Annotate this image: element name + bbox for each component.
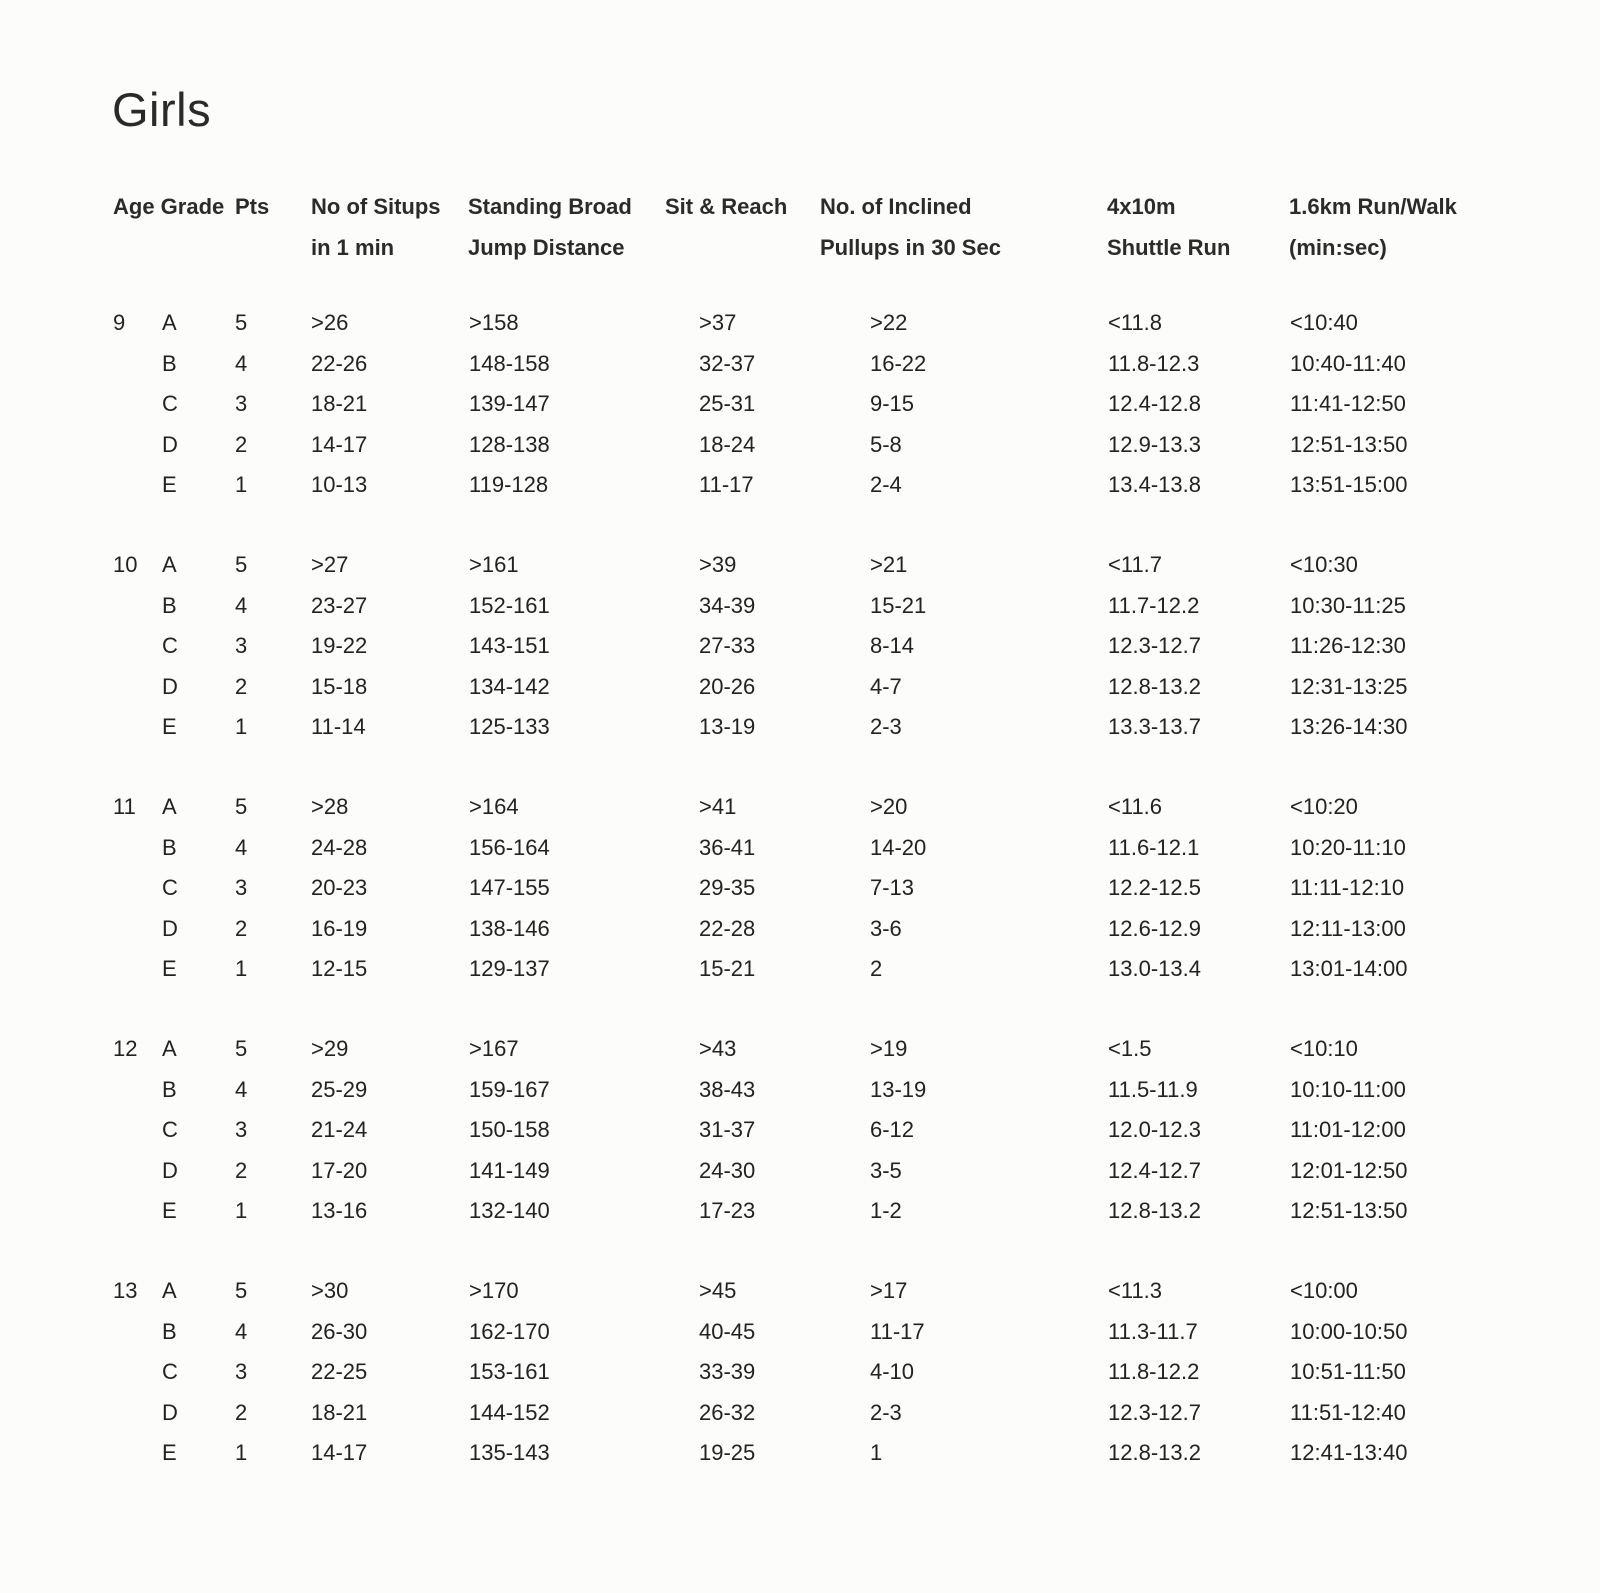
pullups-cell: 2 <box>870 956 883 981</box>
shuttle-run-cell: <11.7 <box>1108 552 1163 577</box>
situps-cell: 20-23 <box>311 875 368 900</box>
situps-cell: 24-28 <box>311 834 368 860</box>
broad-jump-cell: 147-155 <box>469 875 550 900</box>
run-walk-cell: 11:26-12:30 <box>1290 633 1406 658</box>
shuttle-run-cell: 12.2-12.5 <box>1108 875 1201 900</box>
broad-jump-cell: 119-128 <box>469 472 549 497</box>
pts-cell: 3 <box>235 1359 248 1384</box>
pts-cell: 2 <box>235 431 248 457</box>
shuttle-run-cell: 13.3-13.7 <box>1108 714 1201 739</box>
pts-cell: 4 <box>235 834 248 860</box>
pts-cell: 4 <box>235 592 248 618</box>
header-shuttle-run: 4x10m Shuttle Run <box>1107 194 1231 260</box>
header-age-grade: Age Grade <box>113 194 225 219</box>
pts-cell: 2 <box>235 915 248 941</box>
sit-reach-cell: 27-33 <box>699 633 756 658</box>
sit-reach-cell: 20-26 <box>699 673 756 699</box>
sit-reach-cell: 13-19 <box>699 714 756 739</box>
grade-cell: C <box>162 391 178 416</box>
shuttle-run-cell: 11.8-12.2 <box>1108 1359 1200 1384</box>
pts-cell: 1 <box>235 1440 248 1465</box>
run-walk-cell: <10:30 <box>1290 552 1358 577</box>
broad-jump-cell: 148-158 <box>469 350 550 376</box>
grade-cell: B <box>162 350 177 376</box>
shuttle-run-cell: 12.3-12.7 <box>1108 633 1201 658</box>
age-cell: 9 <box>113 310 126 335</box>
situps-cell: 21-24 <box>311 1117 368 1142</box>
run-walk-cell: <10:10 <box>1290 1036 1358 1061</box>
situps-cell: >29 <box>311 1036 349 1061</box>
pts-cell: 5 <box>235 794 248 819</box>
grade-cell: A <box>162 310 177 335</box>
pullups-cell: >19 <box>870 1036 908 1061</box>
situps-cell: 22-26 <box>311 350 368 376</box>
situps-cell: >30 <box>311 1278 349 1303</box>
pts-cell: 5 <box>235 1036 248 1061</box>
run-walk-cell: <10:00 <box>1290 1278 1358 1303</box>
grade-cell: A <box>162 1036 177 1061</box>
run-walk-cell: 12:31-13:25 <box>1290 673 1408 699</box>
situps-cell: >27 <box>311 552 349 577</box>
situps-cell: 17-20 <box>311 1157 368 1183</box>
header-pts: Pts <box>235 194 270 219</box>
situps-cell: 23-27 <box>311 592 368 618</box>
run-walk-cell: 10:40-11:40 <box>1290 350 1406 376</box>
sit-reach-cell: 17-23 <box>699 1198 756 1223</box>
broad-jump-cell: 162-170 <box>469 1318 550 1344</box>
broad-jump-cell: 153-161 <box>469 1359 550 1384</box>
run-walk-cell: 10:51-11:50 <box>1290 1359 1406 1384</box>
run-walk-cell: 12:51-13:50 <box>1290 1198 1408 1223</box>
situps-cell: 16-19 <box>311 915 368 941</box>
pullups-cell: 13-19 <box>870 1076 927 1102</box>
grade-cell: C <box>162 1117 178 1142</box>
situps-cell: >28 <box>311 794 349 819</box>
sit-reach-cell: 36-41 <box>699 834 756 860</box>
shuttle-run-cell: <11.3 <box>1108 1278 1163 1303</box>
grade-cell: D <box>162 1157 178 1183</box>
situps-cell: 26-30 <box>311 1318 368 1344</box>
header-pullups: No. of Inclined Pullups in 30 Sec <box>820 194 1001 260</box>
sit-reach-cell: 34-39 <box>699 592 756 618</box>
grade-cell: E <box>162 714 177 739</box>
run-walk-cell: 10:10-11:00 <box>1290 1076 1406 1102</box>
situps-cell: 10-13 <box>311 472 368 497</box>
sit-reach-cell: >43 <box>699 1036 737 1061</box>
run-walk-cell: 12:41-13:40 <box>1290 1440 1408 1465</box>
pullups-cell: 9-15 <box>870 391 915 416</box>
run-walk-cell: 10:00-10:50 <box>1290 1318 1408 1344</box>
broad-jump-cell: 150-158 <box>469 1117 550 1142</box>
broad-jump-cell: 159-167 <box>469 1076 550 1102</box>
shuttle-run-cell: 12.8-13.2 <box>1108 1440 1201 1465</box>
broad-jump-cell: >170 <box>469 1278 519 1303</box>
pullups-cell: >20 <box>870 794 908 819</box>
pullups-cell: 7-13 <box>870 875 915 900</box>
header-run-walk: 1.6km Run/Walk (min:sec) <box>1289 194 1457 260</box>
sit-reach-cell: 18-24 <box>699 431 756 457</box>
pullups-cell: >21 <box>870 552 908 577</box>
shuttle-run-cell: 12.4-12.8 <box>1108 391 1201 416</box>
age-cell: 13 <box>113 1278 138 1303</box>
sit-reach-cell: >41 <box>699 794 737 819</box>
run-walk-cell: <10:40 <box>1290 310 1358 335</box>
grade-cell: A <box>162 552 177 577</box>
run-walk-cell: 11:51-12:40 <box>1290 1399 1406 1425</box>
header-sit-reach: Sit & Reach <box>665 194 788 219</box>
shuttle-run-cell: <11.8 <box>1108 310 1163 335</box>
pts-cell: 3 <box>235 875 248 900</box>
pts-cell: 1 <box>235 1198 248 1223</box>
situps-cell: 15-18 <box>311 673 368 699</box>
shuttle-run-cell: 11.7-12.2 <box>1108 592 1200 618</box>
situps-cell: 12-15 <box>311 956 368 981</box>
pts-cell: 2 <box>235 1399 248 1425</box>
sit-reach-cell: 40-45 <box>699 1318 756 1344</box>
pullups-cell: 3-5 <box>870 1157 902 1183</box>
grade-cell: E <box>162 956 177 981</box>
pullups-cell: 5-8 <box>870 431 902 457</box>
broad-jump-cell: >161 <box>469 552 519 577</box>
sit-reach-cell: 24-30 <box>699 1157 756 1183</box>
pts-cell: 1 <box>235 956 248 981</box>
grade-cell: B <box>162 592 177 618</box>
shuttle-run-cell: 11.8-12.3 <box>1108 350 1200 376</box>
situps-cell: 18-21 <box>311 391 368 416</box>
grade-cell: E <box>162 472 177 497</box>
pullups-cell: 1 <box>870 1440 883 1465</box>
grade-cell: E <box>162 1440 177 1465</box>
shuttle-run-cell: 12.9-13.3 <box>1108 431 1201 457</box>
sit-reach-cell: 25-31 <box>699 391 756 416</box>
sit-reach-cell: 33-39 <box>699 1359 756 1384</box>
broad-jump-cell: 139-147 <box>469 391 550 416</box>
broad-jump-cell: 132-140 <box>469 1198 550 1223</box>
sit-reach-cell: 32-37 <box>699 350 756 376</box>
situps-cell: 25-29 <box>311 1076 368 1102</box>
situps-cell: 22-25 <box>311 1359 368 1384</box>
shuttle-run-cell: <1.5 <box>1108 1036 1152 1061</box>
pullups-cell: 14-20 <box>870 834 927 860</box>
grade-cell: D <box>162 915 178 941</box>
situps-cell: >26 <box>311 310 349 335</box>
pullups-cell: 4-7 <box>870 673 902 699</box>
pullups-cell: 2-3 <box>870 714 902 739</box>
shuttle-run-cell: 11.3-11.7 <box>1108 1318 1198 1344</box>
age-cell: 10 <box>113 552 138 577</box>
shuttle-run-cell: 11.5-11.9 <box>1108 1076 1198 1102</box>
shuttle-run-cell: 12.8-13.2 <box>1108 673 1201 699</box>
pullups-cell: 11-17 <box>870 1318 925 1344</box>
shuttle-run-cell: <11.6 <box>1108 794 1163 819</box>
broad-jump-cell: >158 <box>469 310 519 335</box>
header-broad-jump: Standing Broad Jump Distance <box>468 194 632 260</box>
grade-cell: D <box>162 1399 178 1425</box>
age-cell: 11 <box>113 794 136 819</box>
sit-reach-cell: 29-35 <box>699 875 756 900</box>
run-walk-cell: 13:51-15:00 <box>1290 472 1408 497</box>
pts-cell: 3 <box>235 391 248 416</box>
broad-jump-cell: 144-152 <box>469 1399 550 1425</box>
run-walk-cell: 13:26-14:30 <box>1290 714 1408 739</box>
pts-cell: 1 <box>235 472 248 497</box>
grade-cell: E <box>162 1198 177 1223</box>
pts-cell: 4 <box>235 1076 248 1102</box>
pts-cell: 4 <box>235 1318 248 1344</box>
sit-reach-cell: >39 <box>699 552 737 577</box>
sit-reach-cell: >37 <box>699 310 737 335</box>
grade-cell: B <box>162 1318 177 1344</box>
situps-cell: 11-14 <box>311 714 366 739</box>
broad-jump-cell: >167 <box>469 1036 519 1061</box>
grade-cell: B <box>162 1076 177 1102</box>
shuttle-run-cell: 13.4-13.8 <box>1108 472 1201 497</box>
situps-cell: 14-17 <box>311 431 368 457</box>
pts-cell: 3 <box>235 633 248 658</box>
run-walk-cell: 12:11-13:00 <box>1290 915 1406 941</box>
pullups-cell: 2-3 <box>870 1399 902 1425</box>
broad-jump-cell: 134-142 <box>469 673 550 699</box>
grade-cell: B <box>162 834 177 860</box>
pullups-cell: 16-22 <box>870 350 927 376</box>
grade-cell: A <box>162 1278 177 1303</box>
shuttle-run-cell: 12.6-12.9 <box>1108 915 1201 941</box>
broad-jump-cell: 125-133 <box>469 714 550 739</box>
pts-cell: 2 <box>235 673 248 699</box>
run-walk-cell: 12:01-12:50 <box>1290 1157 1408 1183</box>
sit-reach-cell: 38-43 <box>699 1076 756 1102</box>
broad-jump-cell: 152-161 <box>469 592 550 618</box>
pts-cell: 1 <box>235 714 248 739</box>
header-situps: No of Situps in 1 min <box>311 194 441 260</box>
run-walk-cell: 10:20-11:10 <box>1290 834 1406 860</box>
pts-cell: 5 <box>235 310 248 335</box>
pullups-cell: 4-10 <box>870 1359 915 1384</box>
run-walk-cell: 13:01-14:00 <box>1290 956 1408 981</box>
grade-cell: A <box>162 794 177 819</box>
run-walk-cell: 11:11-12:10 <box>1290 875 1405 900</box>
run-walk-cell: 10:30-11:25 <box>1290 592 1406 618</box>
pts-cell: 3 <box>235 1117 248 1142</box>
broad-jump-cell: 129-137 <box>469 956 550 981</box>
shuttle-run-cell: 12.8-13.2 <box>1108 1198 1201 1223</box>
broad-jump-cell: 135-143 <box>469 1440 550 1465</box>
pullups-cell: 1-2 <box>870 1198 902 1223</box>
pullups-cell: >17 <box>870 1278 908 1303</box>
pullups-cell: 15-21 <box>870 592 927 618</box>
shuttle-run-cell: 11.6-12.1 <box>1108 834 1200 860</box>
grade-cell: D <box>162 431 178 457</box>
run-walk-cell: 11:01-12:00 <box>1290 1117 1406 1142</box>
run-walk-cell: 12:51-13:50 <box>1290 431 1408 457</box>
grade-cell: C <box>162 633 178 658</box>
grade-cell: D <box>162 673 178 699</box>
situps-cell: 19-22 <box>311 633 368 658</box>
sit-reach-cell: 19-25 <box>699 1440 756 1465</box>
sit-reach-cell: 22-28 <box>699 915 756 941</box>
shuttle-run-cell: 12.0-12.3 <box>1108 1117 1201 1142</box>
situps-cell: 13-16 <box>311 1198 368 1223</box>
pts-cell: 5 <box>235 1278 248 1303</box>
pts-cell: 2 <box>235 1157 248 1183</box>
situps-cell: 18-21 <box>311 1399 368 1425</box>
sit-reach-cell: >45 <box>699 1278 737 1303</box>
broad-jump-cell: 143-151 <box>469 633 550 658</box>
sit-reach-cell: 31-37 <box>699 1117 756 1142</box>
broad-jump-cell: 128-138 <box>469 431 550 457</box>
sit-reach-cell: 15-21 <box>699 956 756 981</box>
run-walk-cell: 11:41-12:50 <box>1290 391 1406 416</box>
shuttle-run-cell: 12.3-12.7 <box>1108 1399 1201 1425</box>
shuttle-run-cell: 13.0-13.4 <box>1108 956 1201 981</box>
sit-reach-cell: 11-17 <box>699 472 754 497</box>
page-title: Girls <box>112 83 212 136</box>
broad-jump-cell: 138-146 <box>469 915 550 941</box>
grade-cell: C <box>162 1359 178 1384</box>
grade-cell: C <box>162 875 178 900</box>
pullups-cell: 8-14 <box>870 633 915 658</box>
pts-cell: 4 <box>235 350 248 376</box>
situps-cell: 14-17 <box>311 1440 368 1465</box>
broad-jump-cell: 141-149 <box>469 1157 550 1183</box>
shuttle-run-cell: 12.4-12.7 <box>1108 1157 1201 1183</box>
sit-reach-cell: 26-32 <box>699 1399 756 1425</box>
pullups-cell: 6-12 <box>870 1117 915 1142</box>
pullups-cell: >22 <box>870 310 908 335</box>
pullups-cell: 3-6 <box>870 915 902 941</box>
pts-cell: 5 <box>235 552 248 577</box>
run-walk-cell: <10:20 <box>1290 794 1358 819</box>
broad-jump-cell: 156-164 <box>469 834 550 860</box>
broad-jump-cell: >164 <box>469 794 519 819</box>
pullups-cell: 2-4 <box>870 472 902 497</box>
age-cell: 12 <box>113 1036 138 1061</box>
